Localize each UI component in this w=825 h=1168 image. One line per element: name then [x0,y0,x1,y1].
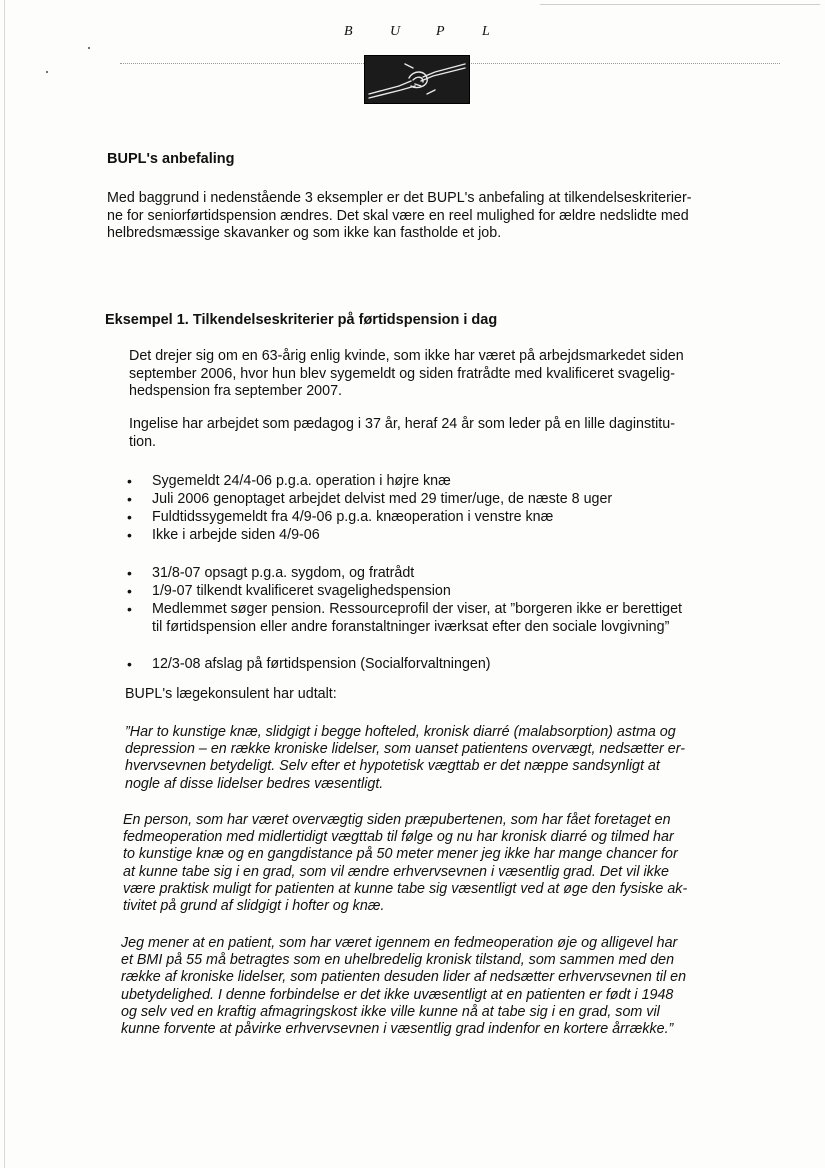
text-line: et BMI på 55 må betragtes som en uhelbredelig kronisk tilstand, som sammen med den [121,952,675,969]
text-line: september 2006, hvor hun blev sygemeldt og siden fratrådte med kvalificeret svagelig- [129,365,675,382]
letterhead-letter: U [390,24,401,39]
text-line: depression – en række kroniske lidelser, som uanset patientens overvægt, nedsætter er- [125,741,685,758]
text-line: hedspension fra september 2007. [129,383,343,399]
list-item: • 12/3-08 afslag på førtidspension (Socialforvaltningen) [127,655,491,673]
list-item: • 31/8-07 opsagt p.g.a. sygdom, og fratrådt [127,564,682,582]
list-item: • 1/9-07 tilkendt kvalificeret svagelighedspension [127,582,682,600]
text-line: Ingelise har arbejdet som pædagog i 37 år, heraf 24 år som leder på en lille daginstitu- [129,416,675,432]
timeline-list-b [127,564,682,636]
text-line: Det drejer sig om en 63-årig enlig kvinde, som ikke har været på arbejdsmarkedet siden [129,348,684,364]
text-line: være praktisk muligt for patienten at kunne tabe sig væsentligt ved at øge den fysiske ak- [123,880,688,897]
recommendation-paragraph [107,190,691,243]
text-line: fedmeoperation med midlertidigt vægttab til følge og nu har kronisk diarré og tilmed har [123,829,674,846]
section-heading: BUPL's anbefaling [107,151,235,167]
list-item: • Sygemeldt 24/4-06 p.g.a. operation i højre knæ [127,472,612,490]
list-item: • Fuldtidssygemeldt fra 4/9-06 p.g.a. knæoperation i venstre knæ [127,508,612,526]
text-line: ne for seniorførtidspension ændres. Det skal være en reel mulighed for ældre nedslidte med [107,207,689,224]
case-intro-paragraph [129,348,684,401]
text-line: kunne forvente at påvirke erhvervsevnen i væsentlig grad indenfor en kortere årrække.” [121,1021,674,1038]
quote-paragraph-1 [125,724,685,793]
case-background-paragraph [129,416,675,451]
letterhead-letter: B [344,24,353,39]
list-item [127,600,682,636]
text-line: række af kroniske lidelser, som patienten desuden lider af nedsætter erhvervsevnen til en [121,969,687,986]
timeline-list-c [127,655,491,673]
text-line: nogle af disse lidelser bedres væsentligt. [125,775,384,792]
scan-edge-left [4,0,5,1168]
text-line: og selv ved en kraftig afmagringskost ikke ville kunne nå at tabe sig i en grad, som vil [121,1003,660,1020]
text-line: Jeg mener at en patient, som har været igennem en fedmeoperation øje og alligevel har [121,935,678,951]
example-heading: Eksempel 1. Tilkendelseskriterier på førtidspension i dag [105,312,498,328]
letterhead-letters [344,24,504,44]
text-line: ubetydelighed. I denne forbindelse er det ikke uvæsentligt at en patienten er født i 1948 [121,986,674,1003]
list-item: • Juli 2006 genoptaget arbejdet delvist med 29 timer/uge, de næste 8 uger [127,490,612,508]
text-line: Med baggrund i nedenstående 3 eksempler er det BUPL's anbefaling at tilkendelseskriterier- [107,190,692,206]
timeline-list-a [127,472,612,544]
letterhead-letter: L [482,24,490,39]
text-line: • Medlemmet søger pension. Ressourceprofil der viser, at ”borgeren ikke er berettiget [152,601,683,617]
list-item: • Ikke i arbejde siden 4/9-06 [127,526,612,544]
text-line: at kunne tabe sig i en grad, som vil ændre erhvervsevnen i væsentlig grad. Det vil ikke [123,863,669,880]
text-line: helbredsmæssige skavanker og som ikke kan fastholde et job. [107,225,502,241]
text-line: ”Har to kunstige knæ, slidgigt i begge hofteled, kronisk diarré (malabsorption) astma og [125,724,676,740]
letterhead-letter: P [436,24,445,39]
bupl-handshake-logo-icon [364,55,470,104]
quote-paragraph-2 [123,812,687,915]
text-line: hvervsevnen betydeligt. Selv efter et hypotetisk vægttab er det næppe sandsynligt at [125,758,660,775]
consultant-intro: BUPL's lægekonsulent har udtalt: [125,686,337,702]
text-line: til førtidspension eller andre foranstaltninger iværksat efter den sociale lovgivning” [152,619,670,635]
text-line: to kunstige knæ og en gangdistance på 50 meter mener jeg ikke har mange chancer for [123,846,678,863]
scan-speck [46,71,48,73]
text-line: En person, som har været overvægtig siden præpubertenen, som har fået foretaget en [123,812,671,828]
text-line: tion. [129,433,157,450]
quote-paragraph-3 [121,935,686,1038]
scan-edge-top [540,4,820,5]
scan-speck [88,47,90,49]
text-line: tivitet på grund af slidgigt i hofter og knæ. [123,898,385,915]
